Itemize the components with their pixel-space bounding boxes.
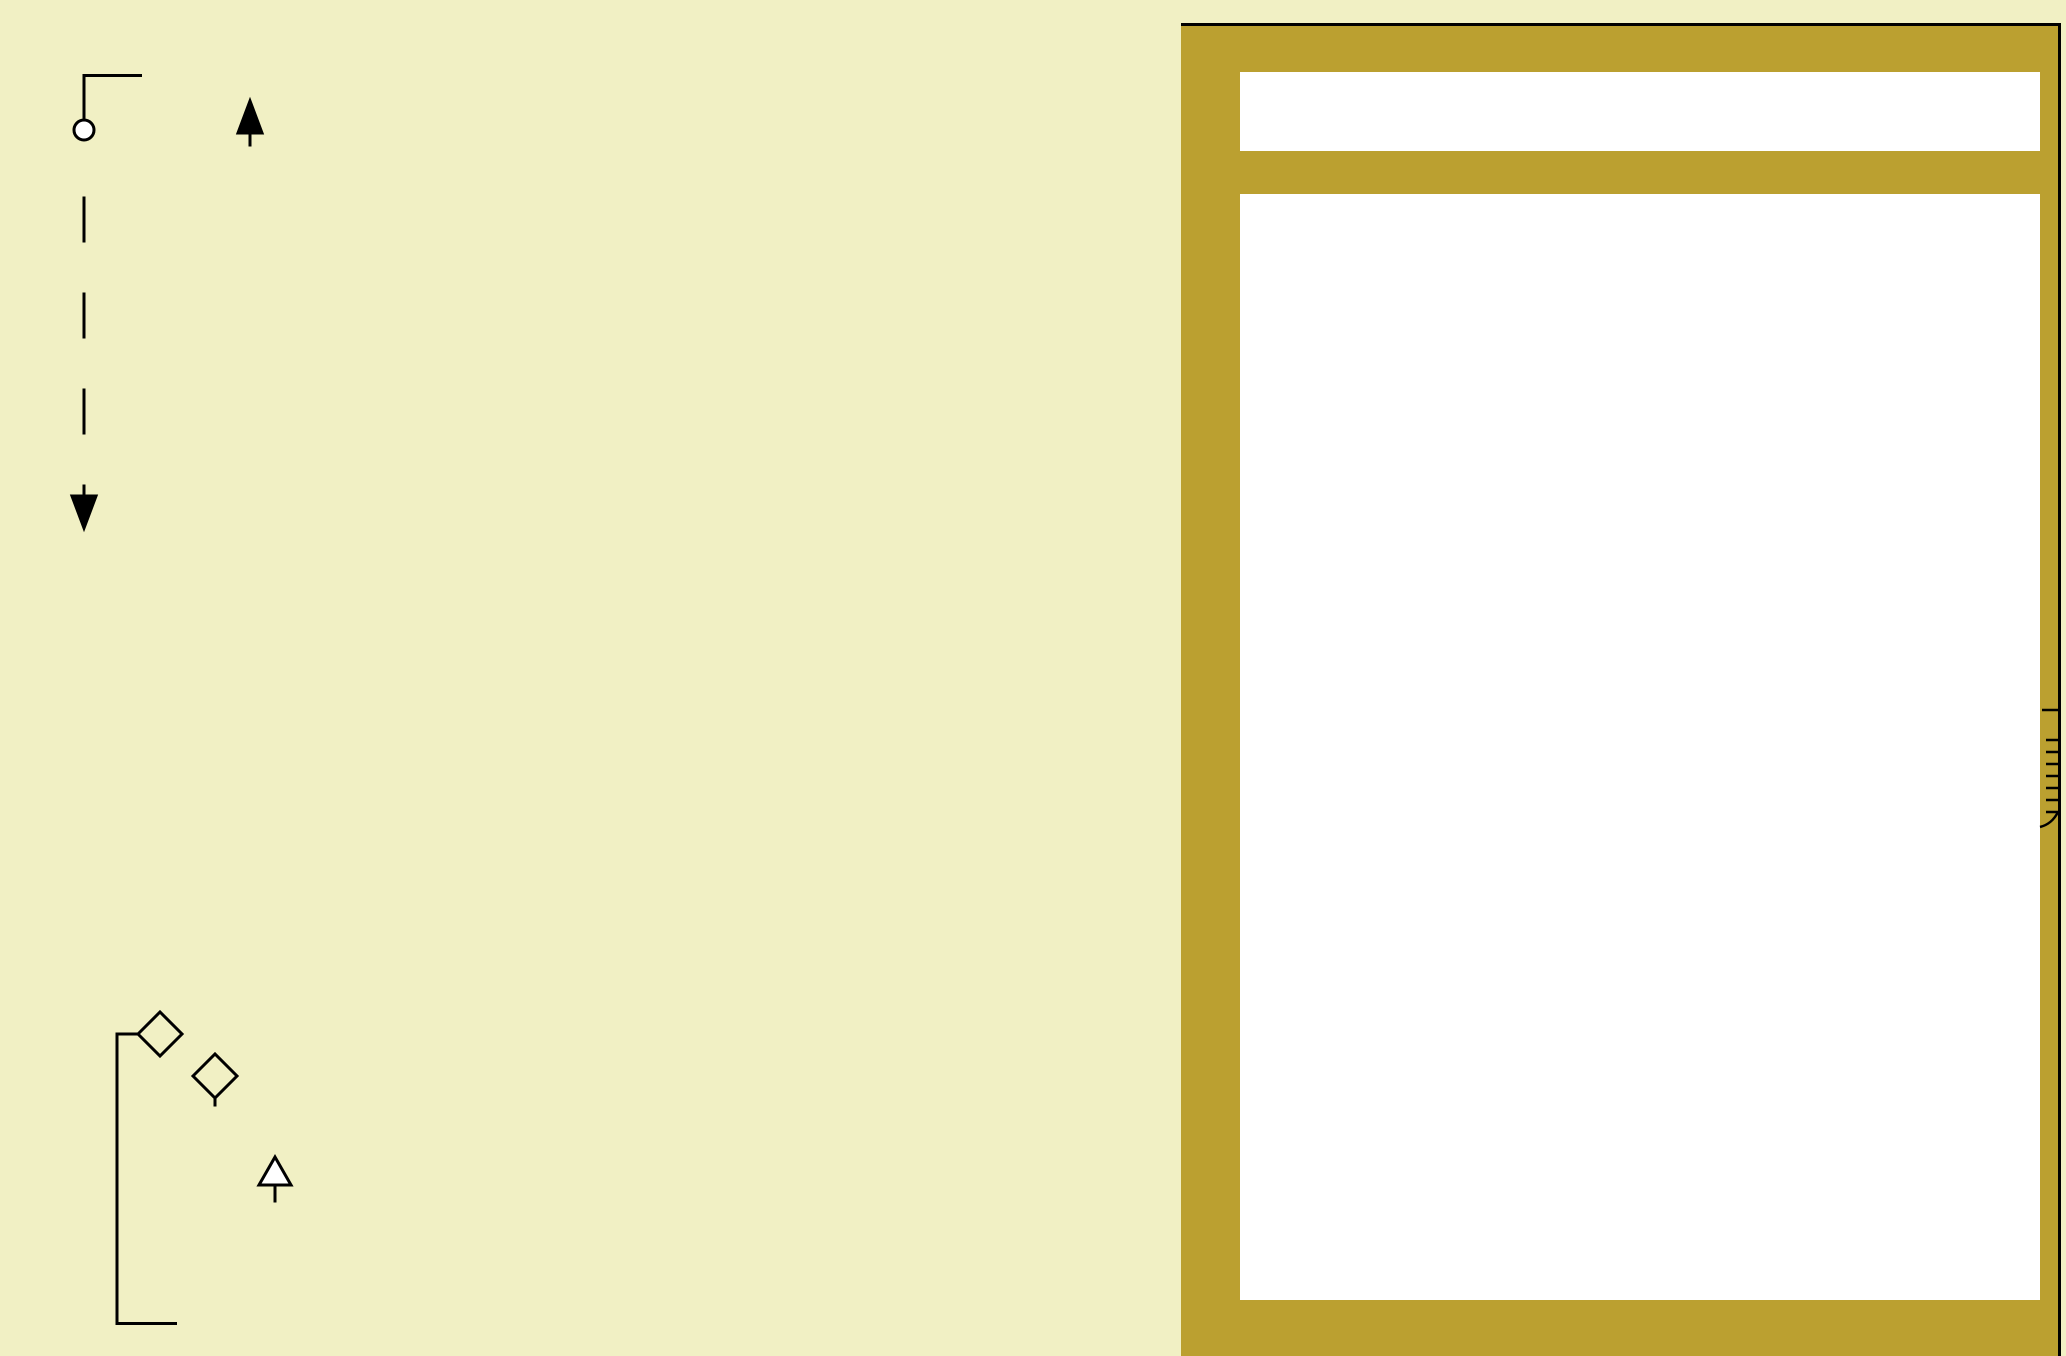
a-chain-arrowhead-icon (72, 496, 96, 528)
government-link-line (84, 76, 142, 121)
org-connectors (72, 76, 291, 1324)
government-link-circle-icon (74, 120, 94, 140)
properties-panel (1181, 23, 2061, 1356)
description-input[interactable] (1240, 194, 2040, 1300)
definition-input[interactable] (1240, 72, 2040, 151)
hs-ce-aggregation-line (117, 1034, 177, 1324)
pha-arrowhead-icon (238, 101, 262, 133)
ce-aggregation-diamond-icon (138, 1012, 182, 1056)
generalization-triangle-icon (259, 1157, 291, 1185)
comb-ticks-icon (2036, 700, 2066, 840)
ce-sa-aggregation-diamond-icon (193, 1054, 237, 1098)
